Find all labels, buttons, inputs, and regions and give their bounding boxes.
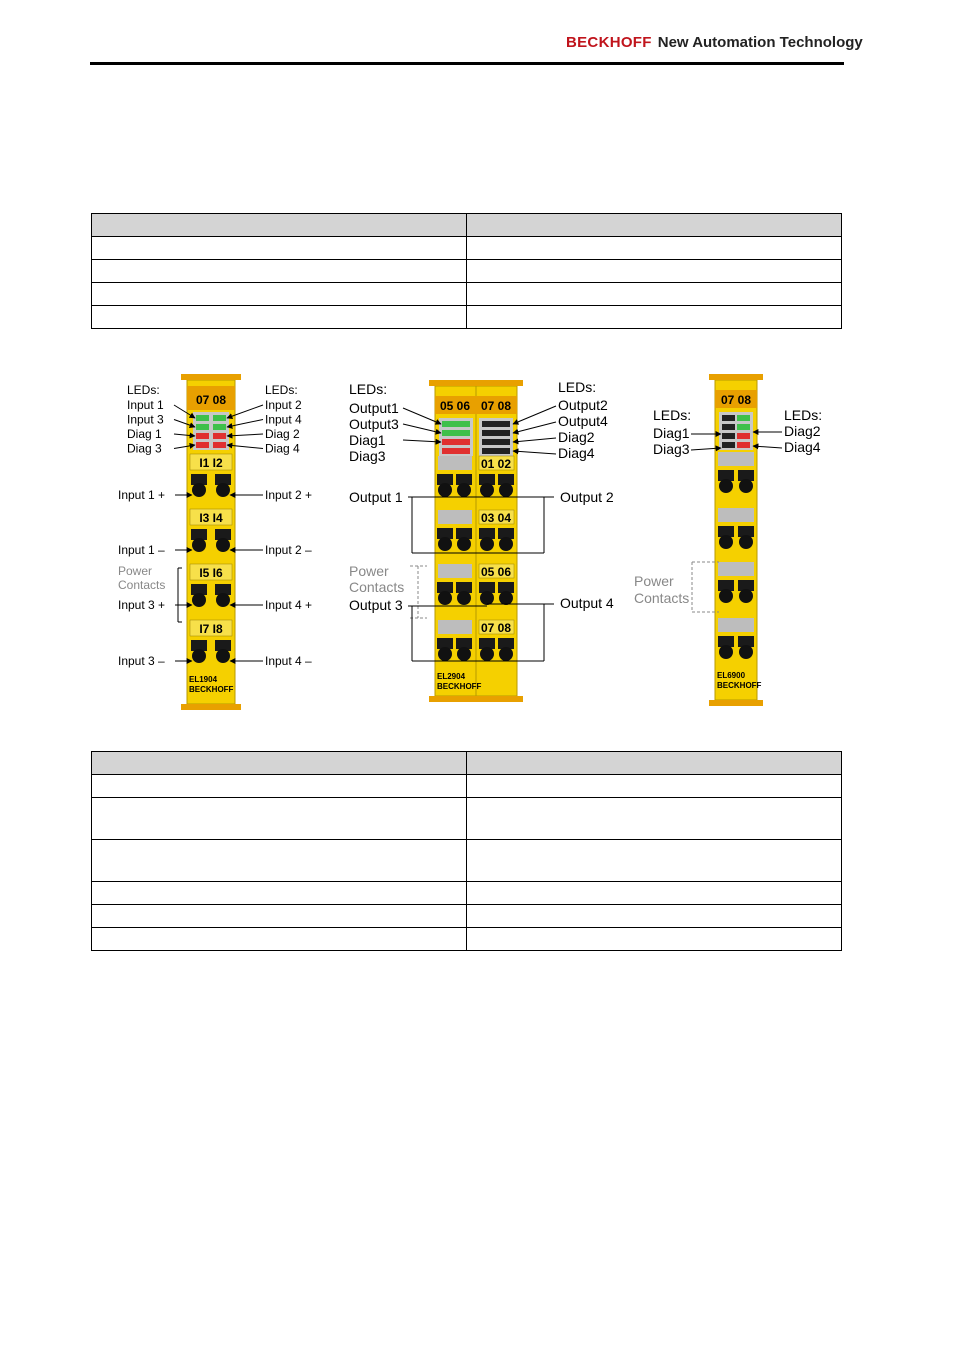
led-label: Diag 4: [265, 441, 300, 456]
screw-clamp: [480, 537, 494, 551]
led-label: Output2: [558, 397, 608, 413]
power-label: Power: [118, 564, 153, 578]
led: [482, 439, 510, 445]
screw-clamp: [739, 645, 753, 659]
led: [737, 415, 750, 421]
screw-clamp: [499, 647, 513, 661]
screw-clamp: [457, 537, 471, 551]
screw-clamp: [216, 649, 230, 663]
led-label: Input 1: [127, 398, 164, 412]
slot-label: 01 02: [480, 457, 512, 471]
screw-clamp: [719, 535, 733, 549]
leds-heading: LEDs:: [653, 407, 692, 423]
rail-clip: [181, 704, 241, 710]
screw-clamp: [739, 589, 753, 603]
pointer-arrow: [513, 438, 556, 442]
led-label: Diag1: [653, 425, 690, 441]
slot-top-label: 05 06: [439, 399, 471, 413]
table-row: [92, 283, 842, 306]
rail-clip: [709, 700, 763, 706]
table-row: [92, 928, 842, 951]
grey-slot: [718, 562, 754, 576]
output-label: Output 4: [560, 595, 614, 611]
table-header-row: [92, 752, 842, 775]
led: [722, 433, 735, 439]
leds-heading: LEDs:: [558, 379, 597, 395]
logo-brand: BECKHOFF: [566, 34, 652, 51]
led: [722, 415, 735, 421]
led: [196, 415, 209, 421]
grey-slot: [438, 564, 472, 578]
slot-top-label: 07 08: [195, 393, 227, 407]
el2904-terminal: [349, 379, 614, 702]
maker-label: BECKHOFF: [189, 685, 234, 694]
led-label: Diag1: [349, 432, 386, 448]
beckhoff-logo: [566, 34, 863, 51]
rail-clip: [429, 696, 523, 702]
led: [196, 424, 209, 430]
slot-label: I1 I2: [199, 456, 223, 470]
model-label: EL2904: [437, 672, 466, 681]
grey-slot: [438, 620, 472, 634]
power-label: Power: [634, 573, 674, 589]
screw-clamp: [719, 479, 733, 493]
screw-clamp: [438, 483, 452, 497]
el1904-terminal: [92, 366, 330, 712]
screw-clamp: [192, 538, 206, 552]
maker-label: BECKHOFF: [717, 681, 762, 690]
screw-clamp: [457, 483, 471, 497]
input-label: Input 2 +: [265, 488, 313, 502]
led-label: Diag 2: [265, 427, 300, 441]
led-label: Input 3: [127, 412, 164, 427]
led-label: Diag3: [653, 441, 690, 457]
slot-label: 03 04: [480, 511, 512, 525]
led: [442, 448, 470, 454]
table-row: [92, 306, 842, 329]
slot-label: I7 I8: [199, 622, 223, 636]
input-label: Input 1 –: [118, 543, 165, 557]
table-row: [92, 798, 842, 840]
slot-top-label: 07 08: [480, 399, 512, 413]
table-header-row: [92, 214, 842, 237]
grey-slot: [718, 452, 754, 466]
slot-label: I3 I4: [199, 511, 223, 525]
screw-clamp: [499, 591, 513, 605]
screw-clamp: [480, 647, 494, 661]
led: [737, 442, 750, 448]
screw-clamp: [216, 538, 230, 552]
input-label: Input 4 –: [265, 654, 312, 668]
led-label: Diag2: [784, 423, 821, 439]
led-label: Input 4: [265, 412, 302, 427]
led: [482, 430, 510, 436]
output-label: Output 3: [349, 597, 403, 613]
led: [442, 430, 470, 436]
screw-clamp: [438, 591, 452, 605]
screw-clamp: [499, 537, 513, 551]
slot-label: 05 06: [480, 565, 512, 579]
leds-heading: LEDs:: [349, 381, 388, 397]
table-row: [92, 775, 842, 798]
screw-clamp: [457, 647, 471, 661]
table-2: [91, 751, 842, 951]
screw-clamp: [438, 537, 452, 551]
slot-label: I5 I6: [199, 566, 223, 580]
pointer-arrow: [513, 422, 556, 433]
pointer-arrow: [513, 451, 556, 454]
contacts-label: Contacts: [349, 579, 405, 595]
led: [442, 421, 470, 427]
led: [482, 421, 510, 427]
screw-clamp: [216, 593, 230, 607]
model-label: EL1904: [189, 675, 218, 684]
led-label: Output1: [349, 400, 399, 416]
led-label: Diag 3: [127, 441, 162, 456]
led-label: Diag4: [558, 445, 595, 461]
screw-clamp: [739, 479, 753, 493]
led: [196, 433, 209, 439]
terminal-diagram: [92, 366, 832, 716]
led: [442, 439, 470, 445]
contacts-label: Contacts: [634, 590, 690, 606]
el6900-terminal: [634, 374, 822, 706]
table-1: [91, 213, 842, 329]
rail-clip: [429, 380, 523, 386]
input-label: Input 3 +: [118, 598, 166, 612]
screw-clamp: [719, 589, 733, 603]
screw-clamp: [192, 483, 206, 497]
led: [737, 424, 750, 430]
slot-top-label: 07 08: [720, 393, 752, 407]
leds-heading: LEDs:: [265, 383, 298, 397]
leds-heading: LEDs:: [127, 383, 160, 397]
table-row: [92, 882, 842, 905]
grey-slot: [438, 510, 472, 524]
output-label: Output 1: [349, 489, 403, 505]
led-label: Diag2: [558, 429, 595, 445]
screw-clamp: [499, 483, 513, 497]
led-label: Diag4: [784, 439, 821, 455]
led-label: Diag3: [349, 448, 386, 464]
led-label: Diag 1: [127, 427, 162, 441]
rail-clip: [709, 374, 763, 380]
header-rule: [90, 62, 844, 65]
table-row: [92, 840, 842, 882]
output-label: Output 2: [560, 489, 614, 505]
led: [722, 424, 735, 430]
table-row: [92, 260, 842, 283]
screw-clamp: [438, 647, 452, 661]
table-row: [92, 237, 842, 260]
screw-clamp: [457, 591, 471, 605]
input-label: Input 2 –: [265, 543, 312, 557]
led: [213, 433, 226, 439]
contacts-label: Contacts: [118, 578, 166, 592]
leds-heading: LEDs:: [784, 407, 823, 423]
led: [482, 448, 510, 454]
input-label: Input 4 +: [265, 598, 313, 612]
table-row: [92, 905, 842, 928]
power-label: Power: [349, 563, 389, 579]
screw-clamp: [216, 483, 230, 497]
screw-clamp: [719, 645, 733, 659]
led: [722, 442, 735, 448]
screw-clamp: [192, 593, 206, 607]
input-label: Input 3 –: [118, 654, 165, 668]
screw-clamp: [739, 535, 753, 549]
led: [213, 442, 226, 448]
grey-slot: [718, 508, 754, 522]
screw-clamp: [480, 591, 494, 605]
led: [737, 433, 750, 439]
model-label: EL6900: [717, 671, 746, 680]
led: [213, 415, 226, 421]
led: [213, 424, 226, 430]
input-label: Input 1 +: [118, 488, 166, 502]
maker-label: BECKHOFF: [437, 682, 482, 691]
led-label: Output3: [349, 416, 399, 432]
rail-clip: [181, 374, 241, 380]
slot-label: 07 08: [480, 621, 512, 635]
grey-slot: [718, 618, 754, 632]
led-label: Output4: [558, 413, 608, 429]
led: [196, 442, 209, 448]
pointer-arrow: [513, 406, 556, 424]
logo-tagline: New Automation Technology: [657, 34, 863, 51]
screw-clamp: [192, 649, 206, 663]
grey-slot: [438, 456, 472, 470]
led-label: Input 2: [265, 398, 302, 412]
screw-clamp: [480, 483, 494, 497]
